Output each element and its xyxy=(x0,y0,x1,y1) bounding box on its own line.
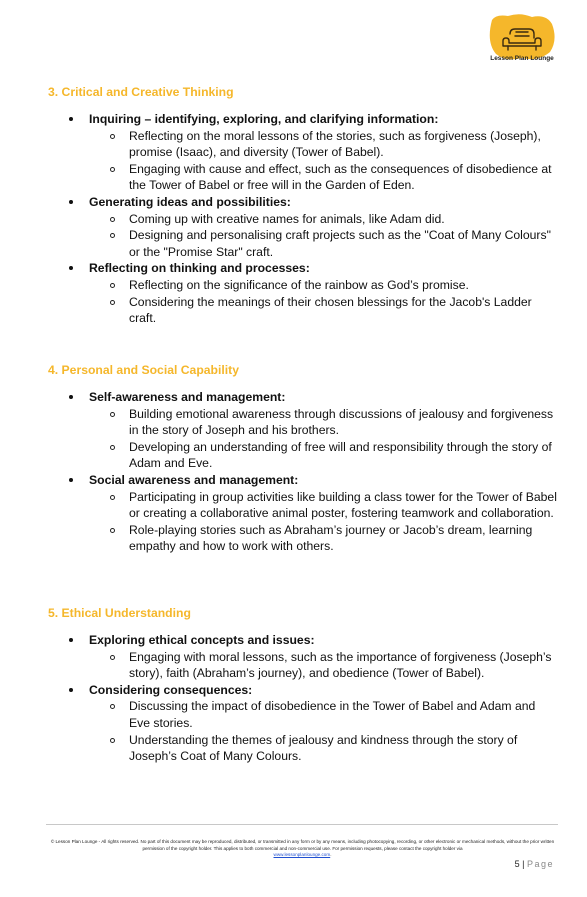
sub-list-item xyxy=(89,277,558,294)
page-number-value: 5 xyxy=(514,859,520,869)
bullet-dot xyxy=(69,200,73,204)
sub-bullet xyxy=(110,445,115,450)
sub-item-text: Participating in group activities like building a class tower for the Tower of Babel or creating a collaborative animal poster, fostering teamwork and collaboration. xyxy=(129,489,557,521)
section-personal-social-capability xyxy=(48,362,558,555)
sub-bullet xyxy=(110,528,115,533)
list-item xyxy=(48,260,558,326)
sub-bullet xyxy=(110,283,115,288)
section-ethical-understanding xyxy=(48,605,558,765)
sub-bullet xyxy=(110,655,115,660)
sub-item-text: Developing an understanding of free will and responsibility through the story of Adam and Eve. xyxy=(129,439,552,471)
copyright-notice xyxy=(50,839,555,859)
sub-item-text: Building emotional awareness through discussions of jealousy and forgiveness in the story of Joseph and his brothers. xyxy=(129,406,554,438)
item-label: Generating ideas and possibilities: xyxy=(89,194,291,209)
sub-bullet xyxy=(110,134,115,139)
list-item xyxy=(48,472,558,555)
sub-list xyxy=(89,406,558,472)
sub-list-item xyxy=(89,698,558,731)
sub-list-item xyxy=(89,649,558,682)
sub-list-item xyxy=(89,294,558,327)
sub-list xyxy=(89,649,558,682)
sub-bullet xyxy=(110,495,115,500)
bullet-list xyxy=(48,111,558,327)
sub-list-item xyxy=(89,489,558,522)
bullet-dot xyxy=(69,638,73,642)
website-link[interactable]: www.lessonplanlounge.com xyxy=(273,852,331,857)
bullet-dot xyxy=(69,266,73,270)
list-item xyxy=(48,389,558,472)
section-critical-creative-thinking xyxy=(48,84,558,327)
page-word: Page xyxy=(526,859,554,869)
bullet-dot xyxy=(69,688,73,692)
sub-item-text: Engaging with cause and effect, such as the consequences of disobedience at the Tower of Babel or free will in the Garden of Eden. xyxy=(129,161,552,193)
sub-list xyxy=(89,211,558,261)
item-label: Exploring ethical concepts and issues: xyxy=(89,633,315,647)
list-item xyxy=(48,111,558,194)
sub-list xyxy=(89,128,558,194)
sub-bullet xyxy=(110,300,115,305)
sub-list-item xyxy=(89,128,558,161)
bullet-dot xyxy=(69,117,73,121)
sub-bullet xyxy=(110,738,115,743)
bullet-dot xyxy=(69,395,73,399)
item-label: Inquiring – identifying, exploring, and clarifying information: xyxy=(89,112,439,126)
sub-list-item xyxy=(89,211,558,228)
bullet-list xyxy=(48,632,558,765)
sub-item-text: Considering the meanings of their chosen blessings for the Jacob's Ladder craft. xyxy=(129,294,532,326)
sub-item-text: Understanding the themes of jealousy and kindness through the story of Joseph’s Coat of Many Colours. xyxy=(129,732,518,764)
sub-list-item xyxy=(89,522,558,555)
copyright-text: © Lesson Plan Lounge - All rights reserved. No part of this document may be reproduced, distributed, or transmitted in any form or by any means, including photocopying, recording, or other electronic or mechanical methods, without the prior written permission of the copyright holder. This applies to both commercial and non-commercial use. For permission requests, please contact the copyright holder via xyxy=(50,839,555,851)
sub-bullet xyxy=(110,704,115,709)
item-label: Considering consequences: xyxy=(89,682,253,697)
sub-bullet xyxy=(110,167,115,172)
sub-list-item xyxy=(89,406,558,439)
list-item xyxy=(48,682,558,765)
sub-list-item xyxy=(89,227,558,260)
sub-list-item xyxy=(89,732,558,765)
sub-item-text: Reflecting on the significance of the rainbow as God’s promise. xyxy=(129,277,469,292)
sub-bullet xyxy=(110,217,115,222)
sub-list-item xyxy=(89,161,558,194)
list-item xyxy=(48,194,558,260)
link-suffix: . xyxy=(330,852,332,857)
sub-bullet xyxy=(110,412,115,417)
bullet-list xyxy=(48,389,558,555)
sub-item-text: Reflecting on the moral lessons of the stories, such as forgiveness (Joseph), promise (Isaac), and diversity (Tower of Babel). xyxy=(129,128,541,160)
sub-item-text: Role-playing stories such as Abraham’s journey or Jacob’s dream, learning empathy and how to work with others. xyxy=(129,522,533,554)
footer-divider xyxy=(46,824,558,825)
logo-text: Lesson Plan Lounge xyxy=(490,55,554,62)
item-label: Reflecting on thinking and processes: xyxy=(89,261,310,276)
section-title: 5. Ethical Understanding xyxy=(48,606,191,620)
sub-list xyxy=(89,489,558,555)
bullet-dot xyxy=(69,478,73,482)
sub-item-text: Discussing the impact of disobedience in the Tower of Babel and Adam and Eve stories. xyxy=(129,699,536,730)
item-label: Social awareness and management: xyxy=(89,472,299,487)
list-item xyxy=(48,632,558,682)
sub-item-text: Engaging with moral lessons, such as the importance of forgiveness (Joseph’s story), faith (Abraham’s journey), and obedience (Tower of Babel). xyxy=(129,649,552,681)
section-title: 3. Critical and Creative Thinking xyxy=(48,85,234,99)
sub-item-text: Designing and personalising craft projects such as the "Coat of Many Colours" or the "Promise Star" craft. xyxy=(129,228,551,259)
page-number xyxy=(515,859,554,869)
sub-list xyxy=(89,698,558,764)
sub-bullet xyxy=(110,233,115,238)
sub-list xyxy=(89,277,558,327)
page-separator: | xyxy=(522,859,525,869)
item-label: Self-awareness and management: xyxy=(89,390,286,404)
sub-item-text: Coming up with creative names for animals, like Adam did. xyxy=(129,211,445,226)
section-title: 4. Personal and Social Capability xyxy=(48,363,240,377)
sub-list-item xyxy=(89,439,558,472)
